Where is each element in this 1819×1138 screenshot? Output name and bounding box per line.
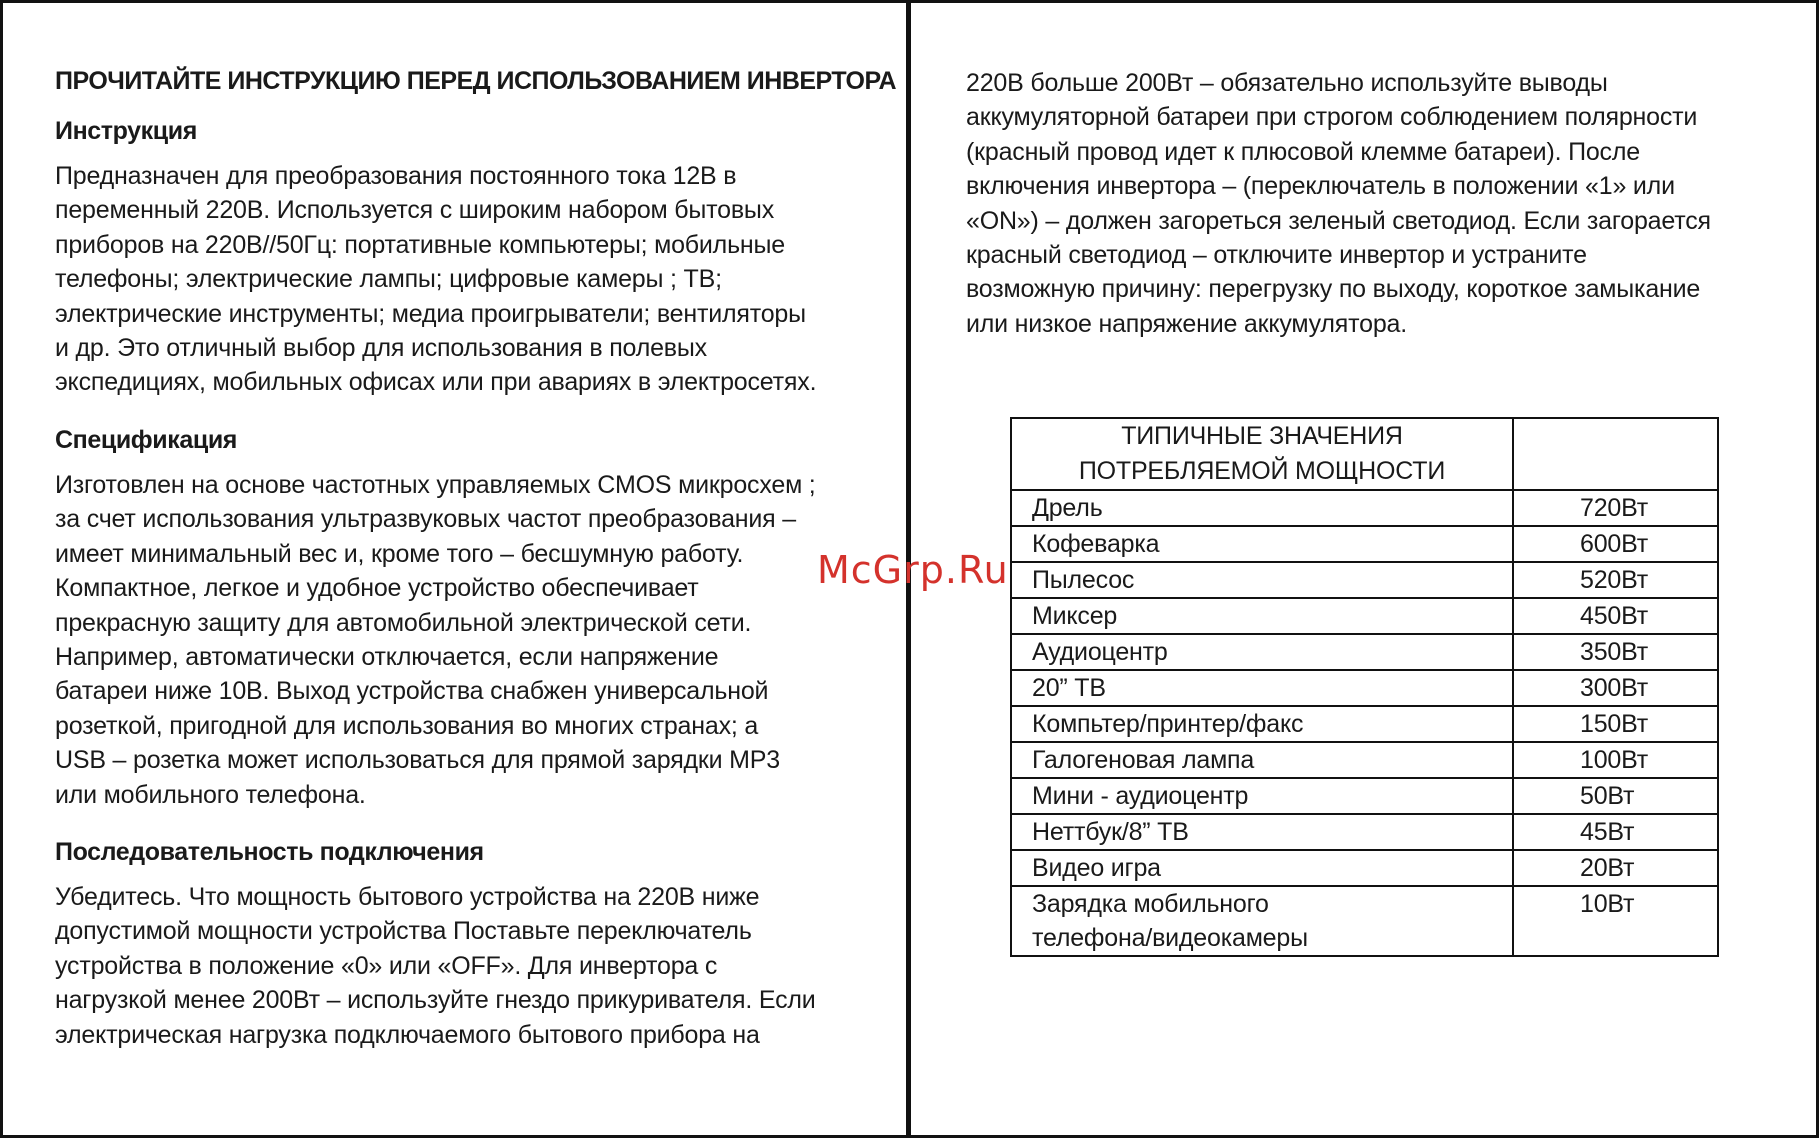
appliance-name: телефона/видеокамеры	[1032, 924, 1308, 952]
appliance-name: 20” ТВ	[1032, 674, 1106, 702]
appliance-name: Пылесос	[1032, 566, 1135, 594]
power-value: 450Вт	[1580, 602, 1649, 630]
appliance-name: Мини - аудиоцентр	[1032, 782, 1249, 810]
table-header-line: ПОТРЕБЛЯЕМОЙ МОЩНОСТИ	[1078, 457, 1446, 485]
table-row	[1011, 706, 1718, 742]
appliance-name-cell	[1011, 634, 1513, 670]
text-line: устройства в положение «0» или «OFF». Для инвертора с	[55, 951, 718, 980]
appliance-name-cell	[1011, 526, 1513, 562]
table-header-line: ТИПИЧНЫЕ ЗНАЧЕНИЯ	[1121, 422, 1403, 450]
power-value-cell	[1513, 706, 1718, 742]
text-line: телефоны; электрические лампы; цифровые камеры ; ТВ;	[55, 265, 722, 294]
appliance-name-cell	[1011, 706, 1513, 742]
table-header-title	[1011, 418, 1513, 490]
power-value-cell	[1513, 886, 1718, 956]
power-consumption-table	[1010, 417, 1719, 957]
power-value: 720Вт	[1580, 494, 1649, 522]
text-line: включения инвертора – (переключатель в положении «1» или	[966, 172, 1675, 201]
paragraph-specification	[55, 468, 816, 812]
table-row	[1011, 562, 1718, 598]
section-heading-instruction: Инструкция	[55, 117, 197, 145]
text-line: за счет использования ультразвуковых частот преобразования –	[55, 505, 796, 534]
appliance-name: Аудиоцентр	[1032, 638, 1168, 666]
text-line: Изготовлен на основе частотных управляемых CMOS микросхем ;	[55, 471, 816, 499]
text-line: Например, автоматически отключается, если напряжение	[55, 642, 719, 671]
text-line: и др. Это отличный выбор для использования в полевых	[55, 333, 707, 362]
text-line: Компактное, легкое и удобное устройство обеспечивает	[55, 574, 699, 603]
text-line: переменный 220В. Используется с широким набором бытовых	[55, 196, 775, 225]
power-value-cell	[1513, 742, 1718, 778]
power-value-cell	[1513, 526, 1718, 562]
power-value: 45Вт	[1580, 818, 1635, 846]
power-value-cell	[1513, 634, 1718, 670]
text-line: розеткой, пригодной для использования во многих странах; а	[55, 711, 759, 740]
text-line: имеет минимальный вес и, кроме того – бесшумную работу.	[55, 539, 744, 568]
text-line: или низкое напряжение аккумулятора.	[966, 309, 1407, 338]
appliance-name-cell	[1011, 814, 1513, 850]
table-row	[1011, 850, 1718, 886]
appliance-name-cell	[1011, 598, 1513, 634]
power-value-cell	[1513, 850, 1718, 886]
table-row	[1011, 670, 1718, 706]
power-value-cell	[1513, 490, 1718, 526]
text-line: аккумуляторной батареи при строгом соблюдением полярности	[966, 103, 1698, 132]
appliance-name: Компьтер/принтер/факс	[1032, 710, 1304, 738]
power-value: 300Вт	[1580, 674, 1649, 702]
power-value-cell	[1513, 670, 1718, 706]
table-row	[1011, 814, 1718, 850]
table-row	[1011, 778, 1718, 814]
power-value: 20Вт	[1580, 854, 1635, 882]
appliance-name-cell	[1011, 742, 1513, 778]
table-header-value	[1513, 418, 1718, 490]
table-row	[1011, 490, 1718, 526]
text-line: экспедициях, мобильных офисах или при авариях в электросетях.	[55, 368, 817, 397]
power-value: 600Вт	[1580, 530, 1649, 558]
text-line: Предназначен для преобразования постоянного тока 12В в	[55, 162, 737, 190]
power-value: 150Вт	[1580, 710, 1649, 738]
text-line: красный светодиод – отключите инвертор и устраните	[966, 240, 1587, 269]
power-value: 520Вт	[1580, 566, 1649, 594]
power-value-cell	[1513, 778, 1718, 814]
text-line: батареи ниже 10В. Выход устройства снабжен универсальной	[55, 677, 769, 706]
power-value: 10Вт	[1580, 890, 1635, 918]
text-line: прекрасную защиту для автомобильной электрической сети.	[55, 608, 752, 637]
appliance-name: Миксер	[1032, 602, 1118, 630]
appliance-name: Дрель	[1032, 494, 1103, 522]
table-row	[1011, 598, 1718, 634]
appliance-name: Видео игра	[1032, 854, 1161, 882]
appliance-name-cell	[1011, 778, 1513, 814]
text-line: «ON») – должен загореться зеленый светодиод. Если загорается	[966, 206, 1711, 235]
paragraph-instruction	[55, 159, 816, 400]
table-row	[1011, 742, 1718, 778]
appliance-name-cell	[1011, 562, 1513, 598]
text-line: 220В больше 200Вт – обязательно используйте выводы	[966, 69, 1608, 97]
paragraph-connection-continued	[966, 66, 1711, 341]
power-value: 350Вт	[1580, 638, 1649, 666]
text-line: Убедитесь. Что мощность бытового устройства на 220В ниже	[55, 883, 760, 911]
text-line: электрические инструменты; медиа проигрыватели; вентиляторы	[55, 299, 806, 328]
power-value-cell	[1513, 598, 1718, 634]
document-title: ПРОЧИТАЙТЕ ИНСТРУКЦИЮ ПЕРЕД ИСПОЛЬЗОВАНИЕМ ИНВЕРТОРА	[55, 67, 897, 95]
text-line: нагрузкой менее 200Вт – используйте гнездо прикуривателя. Если	[55, 986, 816, 1015]
appliance-name-cell	[1011, 886, 1513, 956]
text-line: или мобильного телефона.	[55, 780, 366, 809]
table-row	[1011, 526, 1718, 562]
table-row	[1011, 634, 1718, 670]
appliance-name: Кофеварка	[1032, 530, 1160, 558]
power-value: 100Вт	[1580, 746, 1649, 774]
text-line: (красный провод идет к плюсовой клемме батареи). После	[966, 137, 1640, 166]
power-value-cell	[1513, 814, 1718, 850]
table-row	[1011, 886, 1718, 956]
power-value-cell	[1513, 562, 1718, 598]
power-value: 50Вт	[1580, 782, 1635, 810]
paragraph-connection	[55, 880, 816, 1052]
text-line: приборов на 220В//50Гц: портативные компьютеры; мобильные	[55, 230, 785, 259]
appliance-name: Галогеновая лампа	[1032, 746, 1255, 774]
appliance-name-cell	[1011, 490, 1513, 526]
text-line: электрическая нагрузка подключаемого бытового прибора на	[55, 1020, 760, 1049]
section-heading-connection: Последовательность подключения	[55, 838, 484, 866]
text-line: возможную причину: перегрузку по выходу, короткое замыкание	[966, 275, 1701, 304]
appliance-name-cell	[1011, 850, 1513, 886]
watermark: McGrp.Ru	[817, 548, 1009, 592]
appliance-name-cell	[1011, 670, 1513, 706]
table-header-row	[1011, 418, 1718, 490]
appliance-name: Зарядка мобильного	[1032, 890, 1269, 918]
text-line: допустимой мощности устройства Поставьте переключатель	[55, 917, 752, 946]
section-heading-specification: Спецификация	[55, 426, 237, 454]
text-line: USB – розетка может использоваться для прямой зарядки MP3	[55, 746, 780, 775]
appliance-name: Неттбук/8” ТВ	[1032, 818, 1189, 846]
